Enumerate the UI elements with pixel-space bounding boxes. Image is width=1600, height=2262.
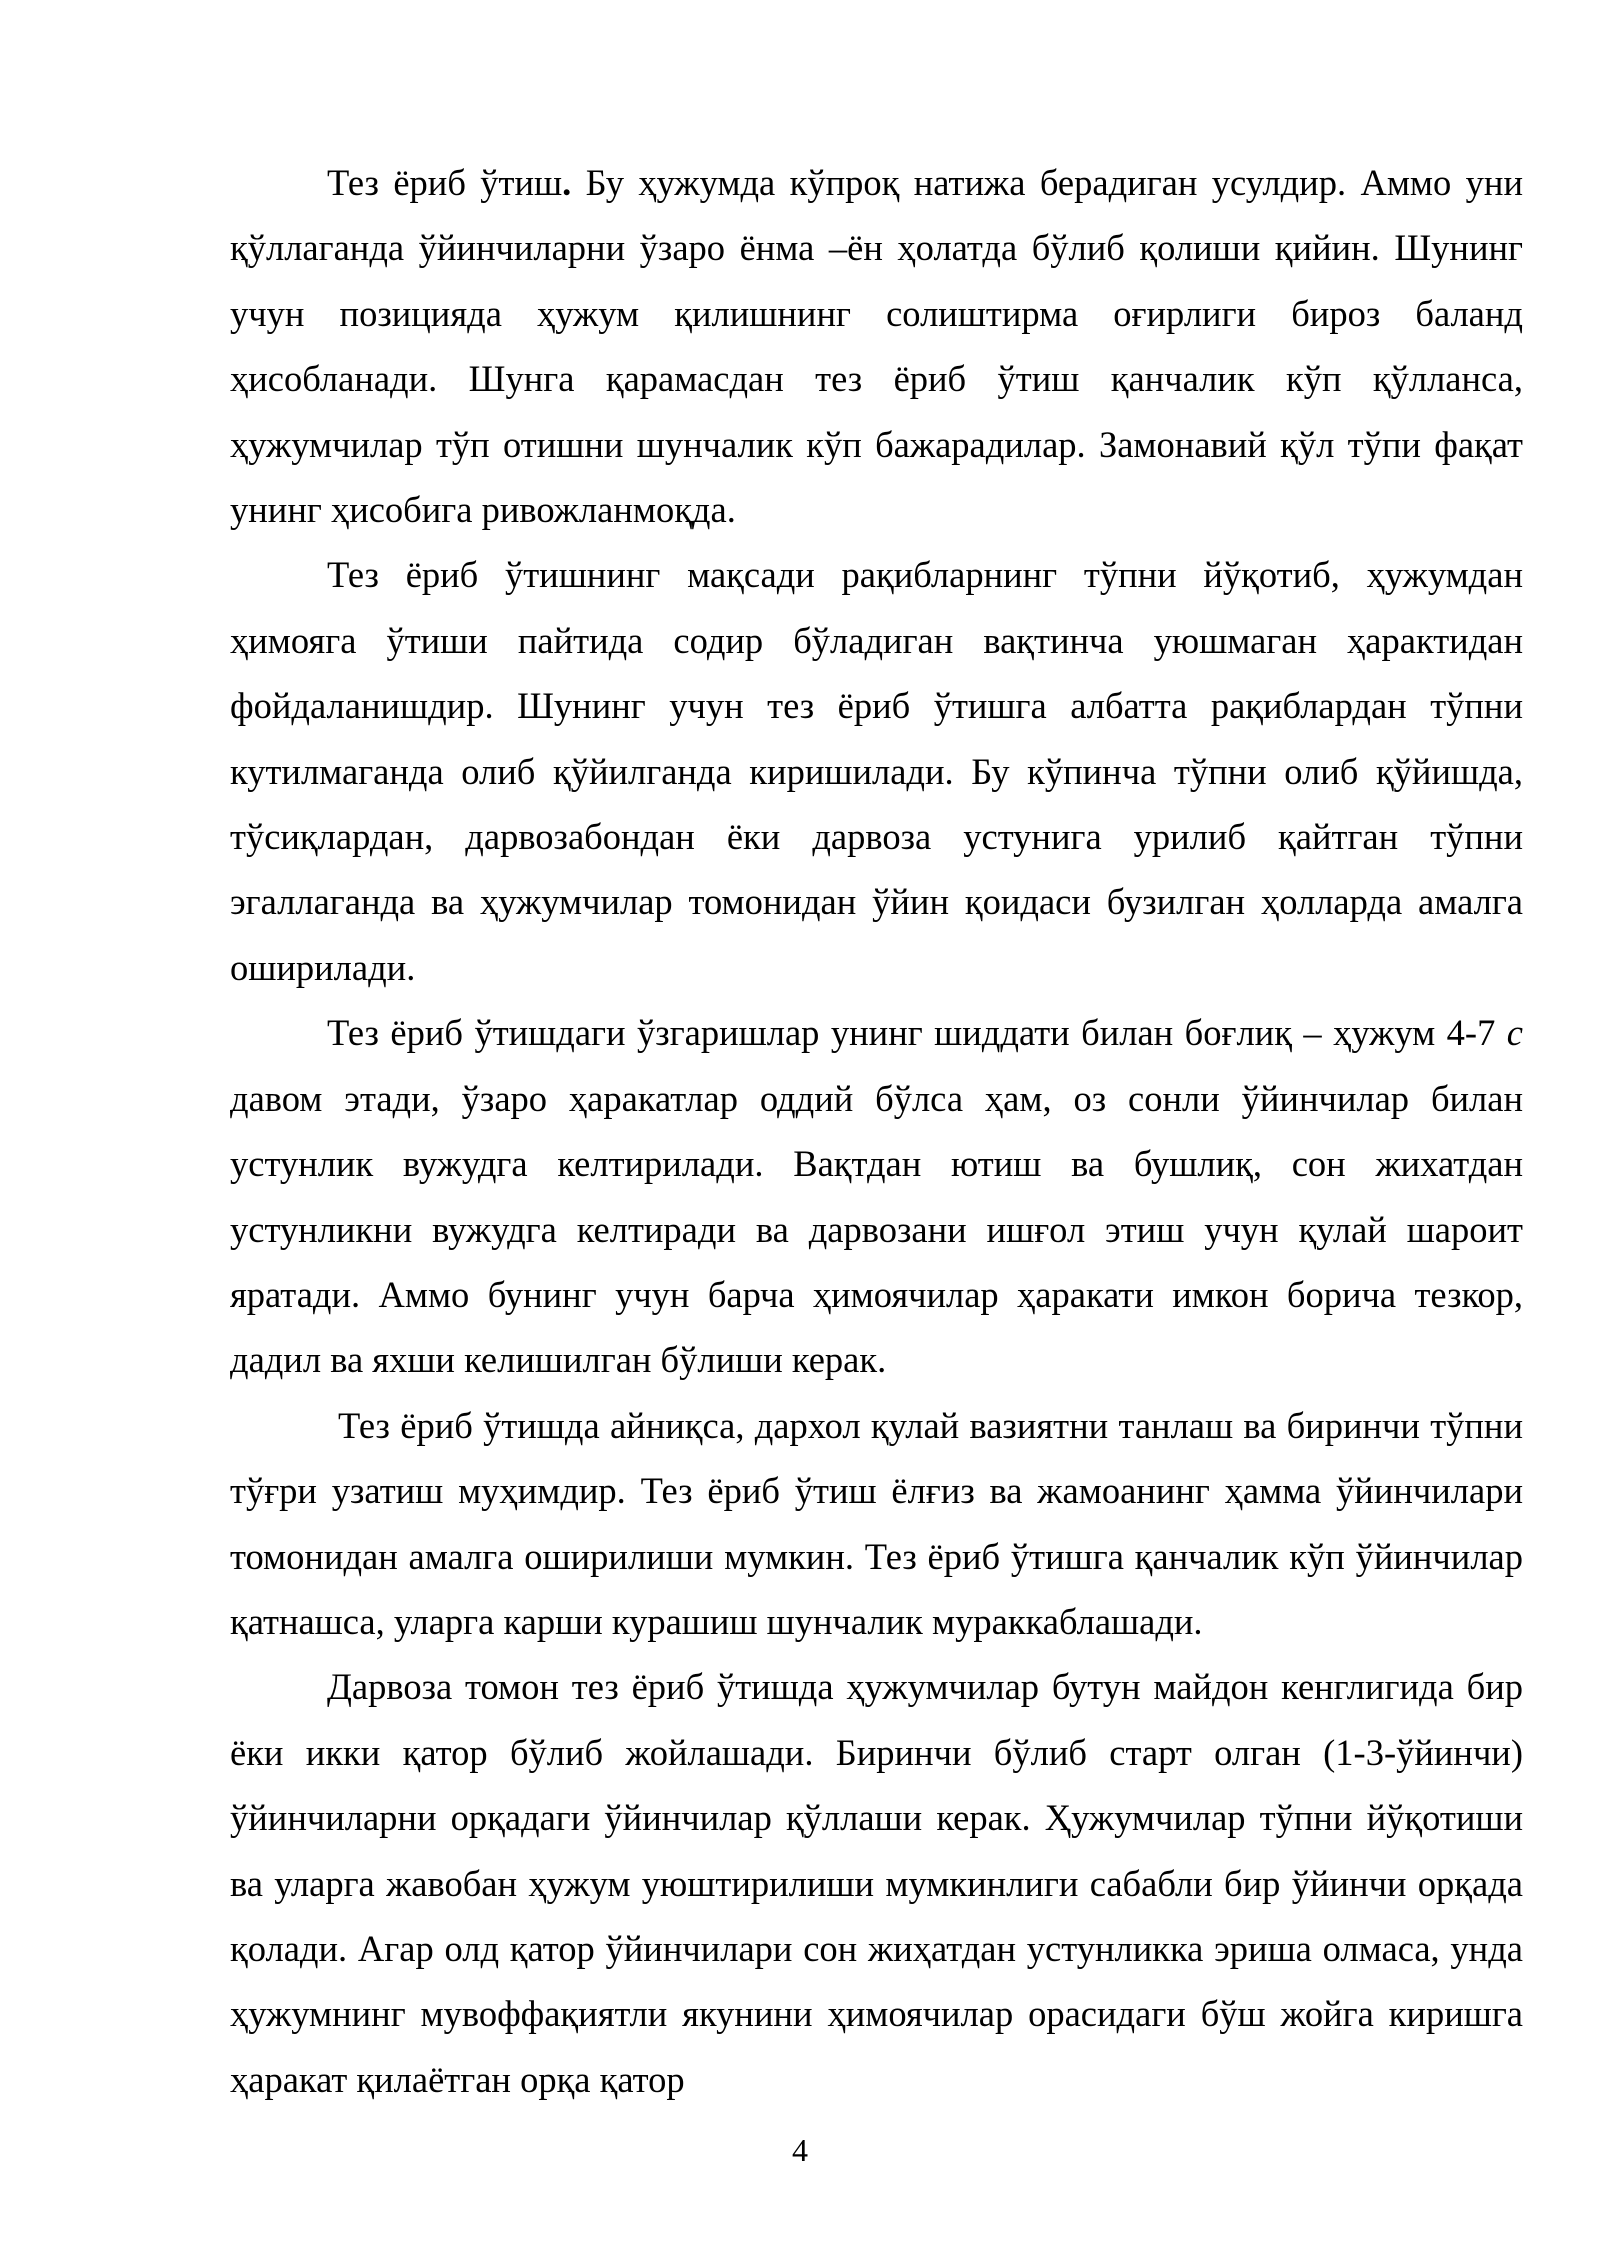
paragraph-body: Бу ҳужумда кўпроқ натижа берадиган усулдир. Аммо уни қўллаганда ўйинчиларни ўзаро ёнма –ён ҳолатда бўлиб қолиши қийин. Шунинг учун позицияда ҳужум қилишнинг солиштирма оғирлиги бироз баланд ҳисобланади. Шунга қарамасдан тез ёриб ўтиш қанчалик кўп қўлланса, ҳужумчилар тўп отишни шунчалик кўп бажарадилар. Замонавий қўл тўпи фақат унинг ҳисобига ривожланмоқда.: [230, 162, 1523, 531]
paragraph-lead-period: .: [562, 162, 572, 203]
paragraph-3: [230, 1000, 1523, 1392]
document-page: [230, 150, 1523, 2112]
paragraph-1: [230, 150, 1523, 542]
time-unit: с: [1506, 1012, 1523, 1054]
paragraph-2: [230, 542, 1523, 1000]
paragraph-body: Тез ёриб ўтишда айниқса, дархол қулай вазиятни танлаш ва биринчи тўпни тўғри узатиш муҳимдир. Тез ёриб ўтиш ёлғиз ва жамоанинг ҳамма ўйинчилари томонидан амалга оширилиши мумкин. Тез ёриб ўтишга қанчалик кўп ўйинчилар қатнашса, уларга карши курашиш шунчалик мураккаблашади.: [230, 1404, 1523, 1642]
page-number: 4: [792, 2132, 808, 2168]
paragraph-body: Тез ёриб ўтишнинг мақсади рақибларнинг тўпни йўқотиб, ҳужумдан ҳимояга ўтиши пайтида содир бўладиган вақтинча уюшмаган ҳарактидан фойдаланишдир. Шунинг учун тез ёриб ўтишга албатта рақиблардан тўпни кутилмаганда олиб қўйилганда киришилади. Бу кўпинча тўпни олиб қўйишда, тўсиқлардан, дарвозабондан ёки дарвоза устунига урилиб қайтган тўпни эгаллаганда ва ҳужумчилар томонидан ўйин қоидаси бузилган ҳолларда амалга оширилади.: [230, 554, 1523, 988]
paragraph-body: Дарвоза томон тез ёриб ўтишда ҳужумчилар бутун майдон кенглигида бир ёки икки қатор бўлиб жойлашади. Биринчи бўлиб старт олган (1-3-ўйинчи) ўйинчиларни орқадаги ўйинчилар қўллаши керак. Ҳужумчилар тўпни йўқотиши ва уларга жавобан ҳужум уюштирилиши мумкинлиги сабабли бир ўйинчи орқада қолади. Агар олд қатор ўйинчилари сон жиҳатдан устунликка эриша олмаса, унда ҳужумнинг мувоффақиятли якунини ҳимоячилар орасидаги бўш жойга киришга ҳаракат қилаётган орқа қатор: [230, 1666, 1523, 2100]
paragraph-4: [230, 1393, 1523, 1655]
paragraph-body-start: Тез ёриб ўтишдаги ўзгаришлар унинг шиддати билан боғлиқ – ҳужум 4-7: [327, 1012, 1507, 1054]
paragraph-lead-term: Тез ёриб ўтиш: [327, 162, 563, 203]
paragraph-5: [230, 1654, 1523, 2112]
paragraph-body-end: давом этади, ўзаро ҳаракатлар оддий бўлса ҳам, оз сонли ўйинчилар билан устунлик вужудга келтирилади. Вақтдан ютиш ва бушлиқ, сон жихатдан устунликни вужудга келтиради ва дарвозани ишғол этиш учун қулай шароит яратади. Аммо бунинг учун барча ҳимоячилар ҳаракати имкон борича тезкор, дадил ва яхши келишилган бўлиши керак.: [230, 1077, 1523, 1381]
